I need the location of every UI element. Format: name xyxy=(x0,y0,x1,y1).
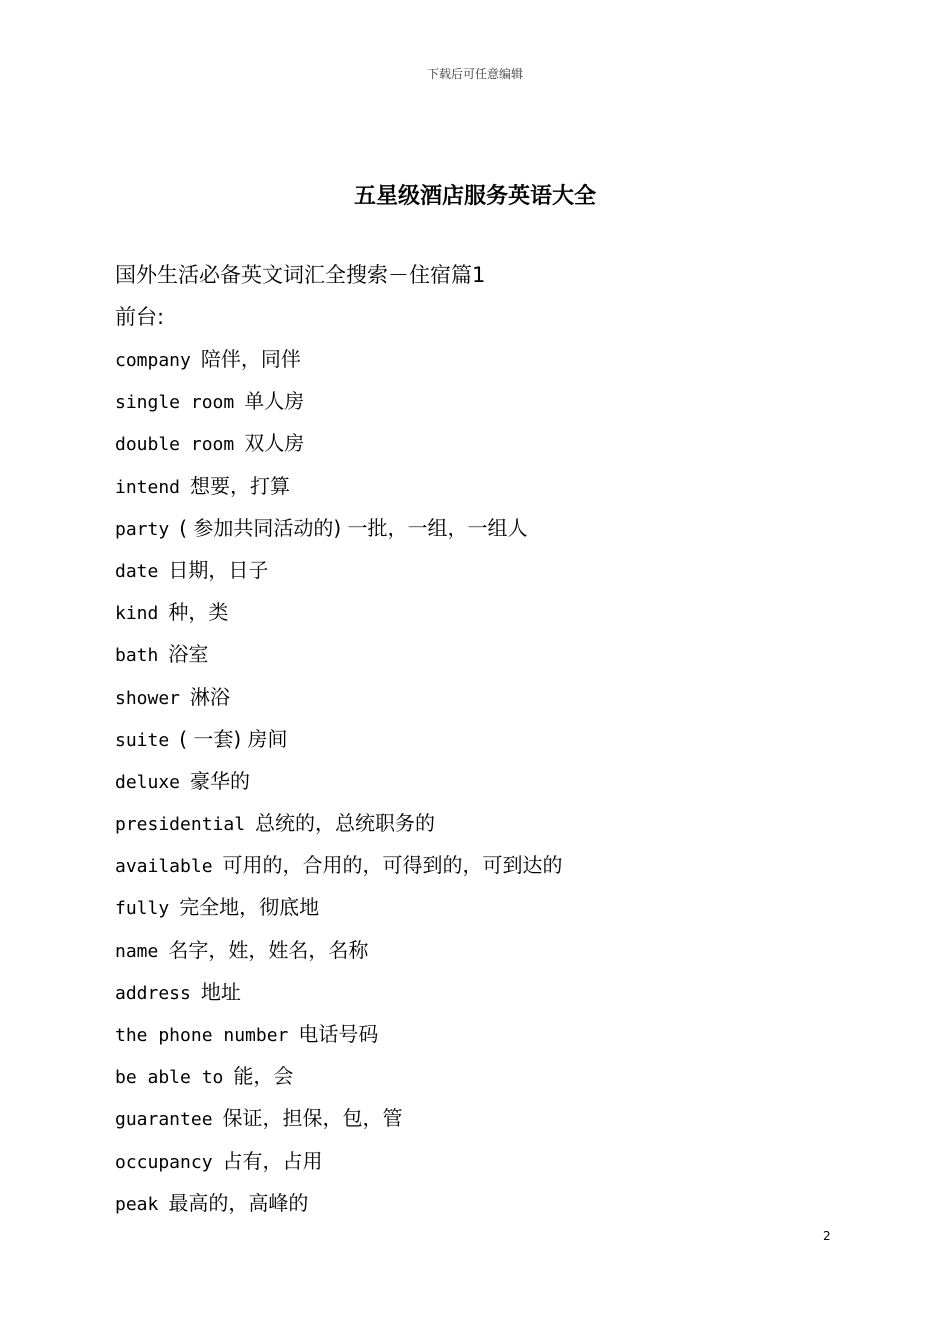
vocab-term: kind xyxy=(115,603,159,625)
vocab-meaning: 总统的，总统职务的 xyxy=(255,811,436,836)
document-title: 五星级酒店服务英语大全 xyxy=(353,184,596,209)
header-note: 下载后可任意编辑 xyxy=(426,67,523,81)
section-subtitle: 国外生活必备英文词汇全搜索－住宿篇1 xyxy=(115,263,486,287)
vocab-term: address xyxy=(115,982,191,1004)
vocab-item xyxy=(115,802,875,844)
vocab-item xyxy=(115,971,875,1013)
vocab-meaning: 淋浴 xyxy=(190,684,231,709)
vocab-meaning: 想要，打算 xyxy=(190,473,291,498)
vocab-item xyxy=(115,338,875,380)
vocab-meaning: ( 参加共同活动的) 一批，一组，一组人 xyxy=(179,515,528,540)
vocab-item xyxy=(115,1097,875,1139)
vocab-item xyxy=(115,1055,875,1097)
vocab-meaning: 地址 xyxy=(200,979,241,1004)
vocab-item xyxy=(115,507,875,549)
vocab-item xyxy=(115,1140,875,1182)
vocab-meaning: 浴室 xyxy=(168,642,209,667)
vocab-term: party xyxy=(115,518,170,540)
vocab-meaning: 完全地，彻底地 xyxy=(179,895,320,920)
vocab-item xyxy=(115,633,875,675)
vocab-term: single room xyxy=(115,392,235,414)
vocab-item xyxy=(115,465,875,507)
vocab-term: double room xyxy=(115,434,235,456)
vocab-item xyxy=(115,422,875,464)
vocab-meaning: 双人房 xyxy=(244,431,305,456)
section-label: 前台: xyxy=(115,305,165,329)
vocab-term: company xyxy=(115,350,191,371)
vocab-term: be able to xyxy=(115,1067,224,1089)
vocab-meaning: 种，类 xyxy=(168,600,229,625)
vocab-meaning: 可用的，合用的，可得到的，可到达的 xyxy=(222,853,563,878)
vocab-meaning: 电话号码 xyxy=(298,1022,379,1046)
vocab-meaning: 名字，姓，姓名，名称 xyxy=(168,937,369,962)
vocabulary-list xyxy=(115,338,875,1224)
vocab-meaning: 陪伴，同伴 xyxy=(200,347,301,371)
vocab-term: fully xyxy=(115,898,170,920)
vocab-term: peak xyxy=(115,1193,159,1215)
vocab-item xyxy=(115,380,875,422)
vocab-term: occupancy xyxy=(115,1151,213,1173)
vocab-term: guarantee xyxy=(115,1109,213,1131)
vocab-item xyxy=(115,886,875,928)
vocab-item xyxy=(115,1013,875,1055)
vocab-item xyxy=(115,718,875,760)
vocab-meaning: 豪华的 xyxy=(190,768,251,793)
vocab-term: date xyxy=(115,560,159,582)
vocab-term: the phone number xyxy=(115,1025,289,1046)
vocab-item xyxy=(115,676,875,718)
vocab-term: name xyxy=(115,940,159,962)
vocab-term: intend xyxy=(115,476,181,498)
vocab-meaning: 保证，担保，包，管 xyxy=(222,1106,403,1131)
vocab-term: available xyxy=(115,856,213,878)
vocab-item xyxy=(115,591,875,633)
vocab-term: suite xyxy=(115,729,170,751)
vocab-item xyxy=(115,1182,875,1224)
vocab-item xyxy=(115,760,875,802)
vocab-item xyxy=(115,929,875,971)
vocab-term: presidential xyxy=(115,814,246,836)
vocab-item xyxy=(115,844,875,886)
vocab-term: bath xyxy=(115,645,159,667)
vocab-item xyxy=(115,549,875,591)
vocab-meaning: 占有，占用 xyxy=(222,1148,323,1173)
document-body xyxy=(115,254,875,1224)
page-number: 2 xyxy=(823,1229,831,1243)
vocab-meaning: 单人房 xyxy=(244,389,305,414)
vocab-meaning: ( 一套) 房间 xyxy=(179,726,288,751)
vocab-meaning: 能，会 xyxy=(233,1064,294,1089)
vocab-meaning: 最高的，高峰的 xyxy=(168,1190,309,1215)
vocab-term: shower xyxy=(115,687,181,709)
vocab-term: deluxe xyxy=(115,771,181,793)
vocab-meaning: 日期，日子 xyxy=(168,557,269,582)
